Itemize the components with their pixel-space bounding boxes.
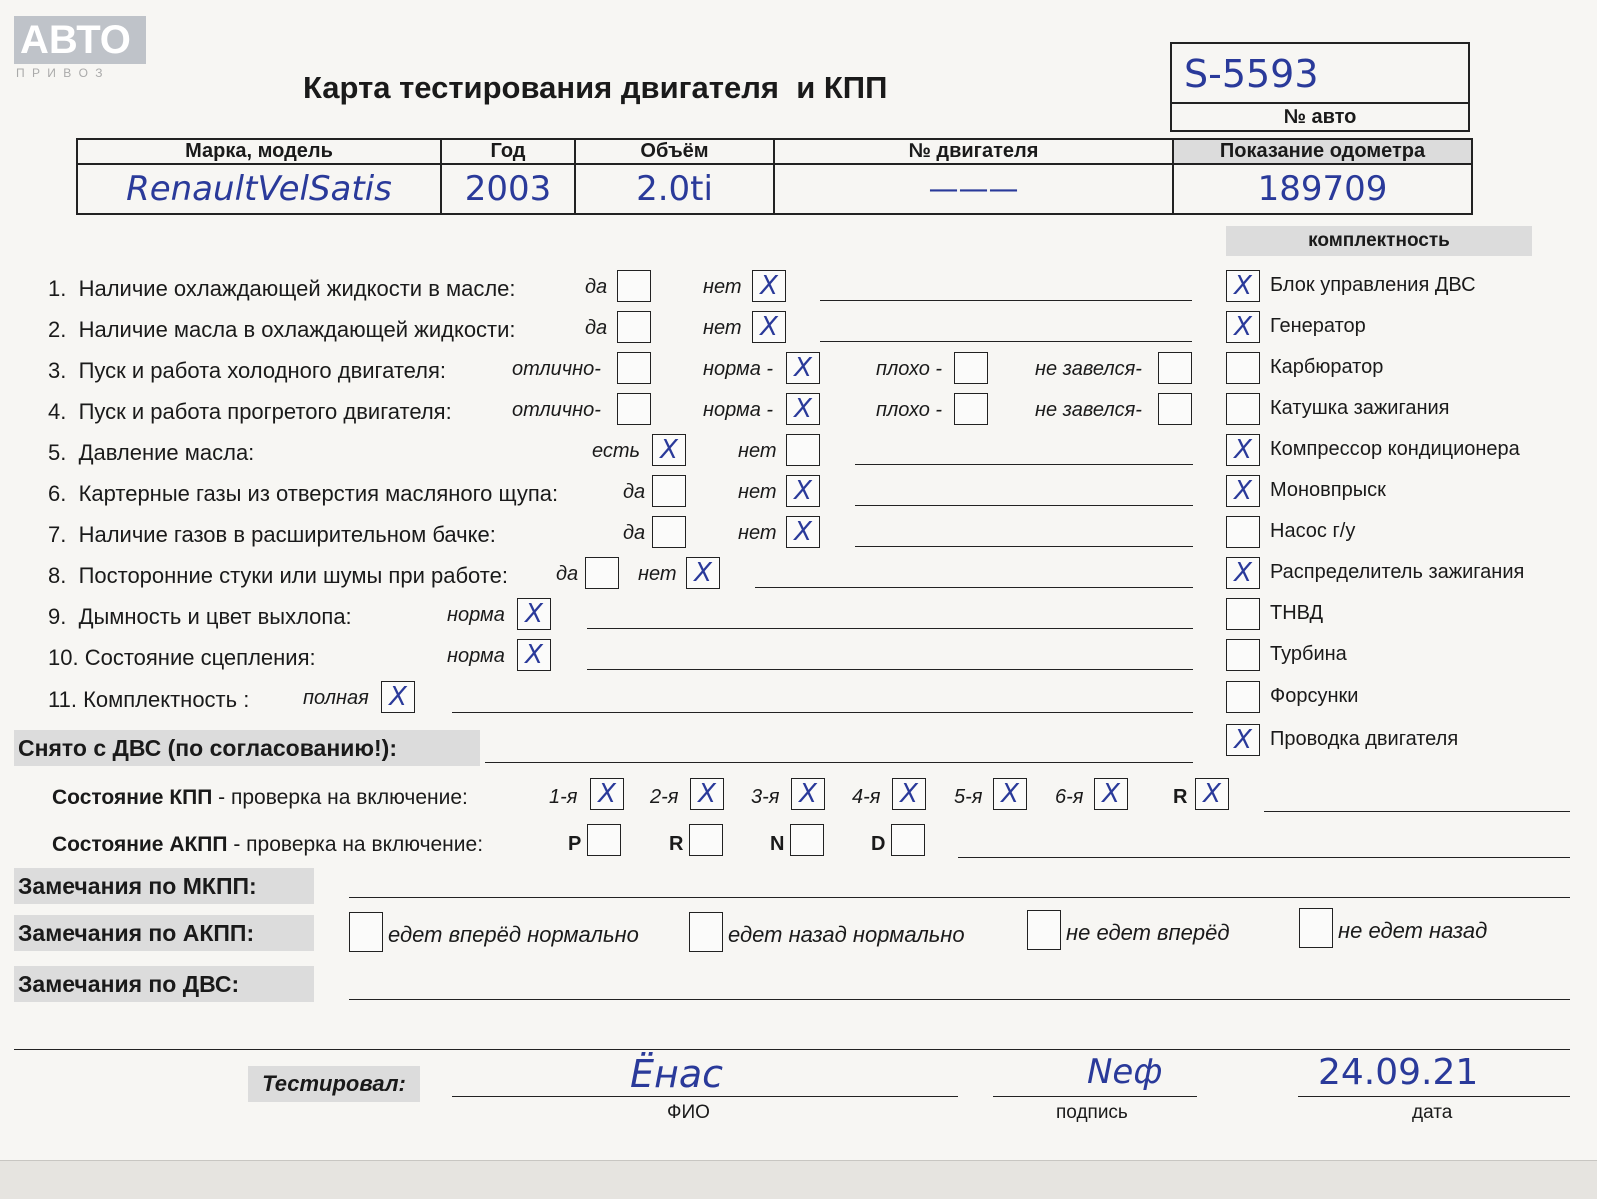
akpp-r-label: R: [669, 833, 684, 855]
q6-no-checkbox[interactable]: [786, 475, 820, 507]
akpp-opt-3-label: не едет вперёд: [1066, 920, 1230, 945]
gear-4-label: 4-я: [852, 786, 881, 808]
q1-yes-label: да: [585, 276, 608, 298]
q4-excellent-label: отлично-: [512, 399, 601, 421]
remarks-mkpp-line: [349, 897, 1570, 898]
q7-no-label: нет: [738, 522, 777, 544]
q7-no-checkbox[interactable]: [786, 516, 820, 548]
kit-checkbox-3[interactable]: [1226, 352, 1260, 384]
gear-r-label: R: [1173, 786, 1188, 808]
q5-no-checkbox[interactable]: [786, 434, 820, 466]
q8-yes-label: да: [556, 563, 579, 585]
q2-yes-label: да: [585, 317, 608, 339]
fio-line: [452, 1096, 958, 1097]
q11-full-label: полная: [303, 687, 369, 709]
q7-comment-line: [855, 546, 1193, 547]
kit-item-9: ТНВД: [1270, 602, 1324, 624]
q10-normal-checkbox[interactable]: [517, 639, 551, 671]
q3-nostart-label: не завелся-: [1035, 358, 1142, 380]
q4-nostart-checkbox[interactable]: [1158, 393, 1192, 425]
akpp-opt-1-checkbox[interactable]: [349, 912, 383, 952]
q3-bad-checkbox[interactable]: [954, 352, 988, 384]
question-11: 11. Комплектность :: [48, 687, 250, 712]
q10-comment-line: [587, 669, 1193, 670]
kit-checkbox-10[interactable]: [1226, 639, 1260, 671]
col-odometer-header: Показание одометра: [1173, 139, 1472, 164]
gear-5-checkbox[interactable]: [993, 778, 1027, 810]
fio-label: ФИО: [667, 1102, 710, 1123]
q3-normal-checkbox[interactable]: [786, 352, 820, 384]
q4-bad-label: плохо -: [876, 399, 943, 421]
question-6: 6. Картерные газы из отверстия масляного щупа:: [48, 481, 559, 506]
q4-normal-checkbox[interactable]: [786, 393, 820, 425]
q1-no-checkbox[interactable]: [752, 270, 786, 302]
kit-checkbox-6[interactable]: [1226, 475, 1260, 507]
q6-comment-line: [855, 505, 1193, 506]
car-number-box: [1170, 42, 1470, 132]
question-1: 1. Наличие охлаждающей жидкости в масле:: [48, 276, 516, 301]
akpp-label-bold: Состояние АКПП: [52, 833, 228, 856]
akpp-opt-2-label: едет назад нормально: [728, 922, 965, 947]
q10-normal-label: норма: [447, 645, 505, 667]
q1-no-label: нет: [703, 276, 742, 298]
q4-normal-label: норма -: [703, 399, 774, 421]
q3-excellent-checkbox[interactable]: [617, 352, 651, 384]
kit-checkbox-1[interactable]: [1226, 270, 1260, 302]
paper-bottom-edge: [0, 1160, 1597, 1199]
engine-number-value: ———: [774, 164, 1173, 214]
q4-excellent-checkbox[interactable]: [617, 393, 651, 425]
q8-comment-line: [755, 587, 1193, 588]
remarks-dvs-label: Замечания по ДВС:: [14, 966, 314, 1002]
question-5: 5. Давление масла:: [48, 440, 255, 465]
removed-line: [485, 762, 1193, 763]
q9-comment-line: [587, 628, 1193, 629]
q6-yes-label: да: [623, 481, 646, 503]
car-number-value: S-5593: [1184, 52, 1319, 96]
q8-no-label: нет: [638, 563, 677, 585]
kit-item-2: Генератор: [1270, 315, 1366, 337]
akpp-opt-4-checkbox[interactable]: [1299, 908, 1333, 948]
vehicle-table: [76, 138, 1473, 215]
fio-value: Ёнас: [630, 1052, 724, 1096]
gear-3-label: 3-я: [751, 786, 780, 808]
gear-4-checkbox[interactable]: [892, 778, 926, 810]
q4-bad-checkbox[interactable]: [954, 393, 988, 425]
q5-no-label: нет: [738, 440, 777, 462]
logo-subtext: П Р И В О З: [16, 66, 105, 80]
akpp-r-checkbox[interactable]: [689, 824, 723, 856]
q4-nostart-label: не завелся-: [1035, 399, 1142, 421]
kit-item-1: Блок управления ДВС: [1270, 274, 1476, 296]
kit-checkbox-2[interactable]: [1226, 311, 1260, 343]
gear-r-checkbox[interactable]: [1195, 778, 1229, 810]
remarks-dvs-line: [349, 999, 1570, 1000]
gear-2-label: 2-я: [650, 786, 679, 808]
car-number-label: № авто: [1283, 106, 1357, 128]
gear-2-checkbox[interactable]: [690, 778, 724, 810]
kit-title: комплектность: [1226, 226, 1532, 256]
q11-comment-line: [452, 712, 1193, 713]
kit-item-12: Проводка двигателя: [1270, 728, 1459, 750]
akpp-p-label: P: [568, 833, 582, 855]
question-8: 8. Посторонние стуки или шумы при работе:: [48, 563, 508, 588]
col-year-header: Год: [441, 139, 575, 164]
col-engine-header: № двигателя: [774, 139, 1173, 164]
kit-item-7: Насос г/у: [1270, 520, 1356, 542]
q2-comment-line: [820, 341, 1192, 342]
signature-label: подпись: [1056, 1102, 1128, 1123]
q2-no-label: нет: [703, 317, 742, 339]
question-2: 2. Наличие масла в охлаждающей жидкости:: [48, 317, 516, 342]
kit-checkbox-4[interactable]: [1226, 393, 1260, 425]
col-volume-header: Объём: [575, 139, 774, 164]
q5-yes-checkbox[interactable]: [652, 434, 686, 466]
akpp-opt-3-checkbox[interactable]: [1027, 910, 1061, 950]
kit-item-5: Компрессор кондиционера: [1270, 438, 1520, 460]
car-number-divider: [1172, 102, 1468, 104]
q3-normal-label: норма -: [703, 358, 774, 380]
akpp-line: [958, 857, 1570, 858]
gear-1-label: 1-я: [549, 786, 578, 808]
kit-checkbox-9[interactable]: [1226, 598, 1260, 630]
akpp-d-label: D: [871, 833, 886, 855]
question-3: 3. Пуск и работа холодного двигателя:: [48, 358, 447, 383]
year-value: 2003: [441, 164, 575, 214]
q5-yes-label: есть: [592, 440, 641, 462]
tested-label: Тестировал:: [248, 1066, 420, 1102]
akpp-d-checkbox[interactable]: [891, 824, 925, 856]
question-7: 7. Наличие газов в расширительном бачке:: [48, 522, 496, 547]
kpp-label-bold: Состояние КПП: [52, 786, 213, 809]
kit-item-4: Катушка зажигания: [1270, 397, 1450, 419]
kit-item-10: Турбина: [1270, 643, 1347, 665]
akpp-opt-1-label: едет вперёд нормально: [388, 922, 639, 947]
page-title: Карта тестирования двигателя и КПП: [303, 70, 888, 105]
q7-yes-checkbox[interactable]: [652, 516, 686, 548]
question-10: 10. Состояние сцепления:: [48, 645, 316, 670]
q3-excellent-label: отлично-: [512, 358, 601, 380]
q8-no-checkbox[interactable]: [686, 557, 720, 589]
gear-6-checkbox[interactable]: [1094, 778, 1128, 810]
kit-item-8: Распределитель зажигания: [1270, 561, 1525, 583]
q2-no-checkbox[interactable]: [752, 311, 786, 343]
q2-yes-checkbox[interactable]: [617, 311, 651, 343]
signature-value: Nеф: [1087, 1052, 1163, 1092]
q9-normal-label: норма: [447, 604, 505, 626]
akpp-n-label: N: [770, 833, 785, 855]
q3-nostart-checkbox[interactable]: [1158, 352, 1192, 384]
kit-checkbox-7[interactable]: [1226, 516, 1260, 548]
date-line: [1298, 1096, 1570, 1097]
odometer-value: 189709: [1173, 164, 1472, 214]
question-9: 9. Дымность и цвет выхлопа:: [48, 604, 352, 629]
remarks-mkpp-label: Замечания по МКПП:: [14, 868, 314, 904]
akpp-label-rest: - проверка на включение:: [227, 833, 484, 856]
date-label: дата: [1412, 1102, 1453, 1123]
gear-3-checkbox[interactable]: [791, 778, 825, 810]
akpp-opt-4-label: не едет назад: [1338, 918, 1488, 943]
remarks-akpp-label: Замечания по АКПП:: [14, 915, 314, 951]
kit-checkbox-11[interactable]: [1226, 681, 1260, 713]
q6-yes-checkbox[interactable]: [652, 475, 686, 507]
kit-item-3: Карбюратор: [1270, 356, 1384, 378]
col-brand-header: Марка, модель: [77, 139, 441, 164]
gear-5-label: 5-я: [954, 786, 983, 808]
date-value: 24.09.21: [1318, 1052, 1479, 1093]
akpp-label: [52, 833, 483, 857]
logo: [14, 16, 146, 64]
kit-checkbox-8[interactable]: [1226, 557, 1260, 589]
akpp-p-checkbox[interactable]: [587, 824, 621, 856]
q3-bad-label: плохо -: [876, 358, 943, 380]
kit-checkbox-12[interactable]: [1226, 724, 1260, 756]
gear-6-label: 6-я: [1055, 786, 1084, 808]
kpp-label: [52, 786, 468, 810]
removed-label: Снято с ДВС (по согласованию!):: [14, 730, 480, 766]
kit-item-6: Моновпрыск: [1270, 479, 1386, 501]
remarks-extra-line: [14, 1049, 1570, 1050]
q1-yes-checkbox[interactable]: [617, 270, 651, 302]
q11-full-checkbox[interactable]: [381, 681, 415, 713]
question-4: 4. Пуск и работа прогретого двигателя:: [48, 399, 452, 424]
kpp-line: [1264, 811, 1570, 812]
gear-1-checkbox[interactable]: [590, 778, 624, 810]
q7-yes-label: да: [623, 522, 646, 544]
kpp-label-rest: - проверка на включение:: [212, 786, 468, 809]
q1-comment-line: [820, 300, 1192, 301]
logo-text: АВТО: [20, 18, 131, 62]
q6-no-label: нет: [738, 481, 777, 503]
q9-normal-checkbox[interactable]: [517, 598, 551, 630]
akpp-opt-2-checkbox[interactable]: [689, 912, 723, 952]
volume-value: 2.0ti: [575, 164, 774, 214]
q8-yes-checkbox[interactable]: [585, 557, 619, 589]
brand-value: RenaultVelSatis: [77, 164, 441, 214]
kit-item-11: Форсунки: [1270, 685, 1359, 707]
kit-checkbox-5[interactable]: [1226, 434, 1260, 466]
q5-comment-line: [855, 464, 1193, 465]
akpp-n-checkbox[interactable]: [790, 824, 824, 856]
signature-line: [993, 1096, 1197, 1097]
